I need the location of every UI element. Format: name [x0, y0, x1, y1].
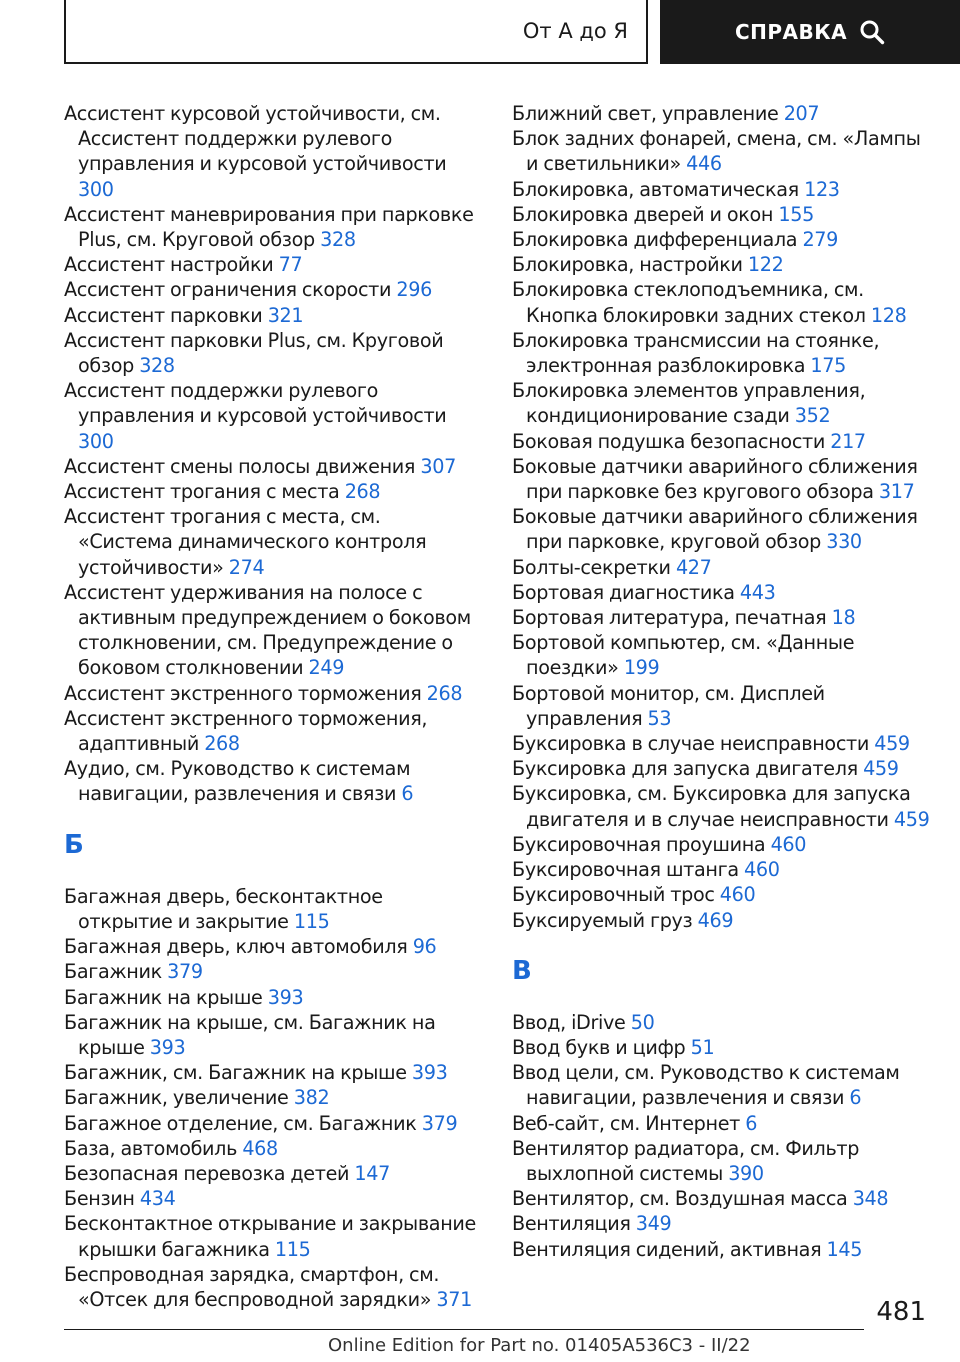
index-entry	[64, 1111, 480, 1136]
page-link[interactable]: 379	[421, 1111, 458, 1135]
index-entry-text: Блокировка, автоматическая	[512, 177, 799, 201]
index-entry	[64, 479, 480, 504]
index-entry	[512, 1186, 930, 1211]
index-entry-text: Багажник на крыше, см. Багажник на крыше	[64, 1010, 436, 1059]
index-entry	[512, 555, 930, 580]
page-link[interactable]: 122	[747, 253, 784, 277]
index-entry-text: Блокировка, настройки	[512, 253, 743, 277]
index-entry-text: Вентилятор, см. Воздушная масса	[512, 1187, 848, 1211]
index-entry-text: Багажник	[64, 960, 162, 984]
index-entry	[64, 454, 480, 479]
page-link[interactable]: 393	[411, 1061, 448, 1085]
page-link[interactable]: 328	[320, 228, 356, 252]
index-entry-text: Ассистент смены полосы движения	[64, 454, 416, 478]
index-entry	[512, 731, 930, 756]
page-link[interactable]: 446	[686, 152, 722, 176]
page-link[interactable]: 268	[344, 480, 381, 504]
index-entry	[64, 504, 480, 580]
section-letter: В	[512, 955, 532, 986]
page-link[interactable]: 207	[783, 102, 820, 125]
page-link[interactable]: 300	[78, 429, 114, 453]
index-entry-text: Буксировочный трос	[512, 883, 715, 907]
page-link[interactable]: 427	[675, 555, 712, 579]
index-entry-text: Боковая подушка безопасности	[512, 429, 825, 453]
index-entry-text: Багажное отделение, см. Багажник	[64, 1111, 417, 1135]
page-link[interactable]: 199	[623, 656, 660, 680]
index-entry-text: Бортовая литература, печатная	[512, 606, 827, 630]
page-link[interactable]: 296	[396, 278, 432, 302]
page-link[interactable]: 390	[728, 1161, 764, 1185]
index-entry	[64, 1211, 480, 1261]
index-entry-text: Ввод, iDrive	[512, 1010, 626, 1034]
page-link[interactable]: 460	[744, 858, 780, 882]
page-link[interactable]: 147	[354, 1161, 390, 1185]
index-entry	[64, 1085, 480, 1110]
index-entry-text: Блокировка стеклоподъемника, см. Кнопка блокировки задних стекол	[512, 278, 866, 327]
index-entry-text: Буксировочная штанга	[512, 858, 739, 882]
index-entry	[64, 1010, 480, 1060]
index-entry	[512, 781, 930, 831]
index-entry-text: Вентиляция сидений, активная	[512, 1237, 822, 1261]
page-link[interactable]: 469	[697, 908, 734, 932]
page-link[interactable]: 274	[228, 555, 265, 579]
index-entry-text: Бортовая диагностика	[512, 580, 735, 604]
index-entry-text: Буксировочная проушина	[512, 832, 766, 856]
page-link[interactable]: 51	[690, 1035, 715, 1059]
index-entry-text: Безопасная перевозка детей	[64, 1161, 350, 1185]
index-entry	[512, 1237, 930, 1262]
index-entry	[64, 934, 480, 959]
index-entry-text: Вентиляция	[512, 1212, 631, 1236]
index-entry	[64, 756, 480, 806]
index-entry	[64, 277, 480, 302]
index-entry-text: Багажник, увеличение	[64, 1086, 289, 1110]
search-icon	[859, 19, 885, 45]
index-entry	[64, 959, 480, 984]
page-link[interactable]: 6	[745, 1111, 758, 1135]
page-link[interactable]: 217	[830, 429, 866, 453]
page-link[interactable]: 115	[274, 1237, 311, 1261]
page-link[interactable]: 459	[874, 732, 910, 756]
page-link[interactable]: 96	[412, 935, 437, 959]
index-entry	[64, 252, 480, 277]
index-entry	[64, 1186, 480, 1211]
page-link[interactable]: 460	[770, 832, 807, 856]
index-entry-text: Блокировка дверей и окон	[512, 202, 774, 226]
index-entry	[512, 504, 930, 554]
page-link[interactable]: 307	[420, 454, 456, 478]
page-link[interactable]: 300	[78, 177, 114, 201]
index-entry	[64, 706, 480, 756]
index-entry-text: Ассистент экстренного торможения, адаптивный	[64, 706, 428, 756]
index-entry	[512, 101, 930, 126]
page-link[interactable]: 459	[893, 807, 930, 831]
page-link[interactable]: 330	[826, 530, 862, 554]
index-entry-text: Бортовой компьютер, см. «Данные поездки»	[512, 631, 855, 680]
index-entry	[64, 1060, 480, 1085]
page-link[interactable]: 50	[630, 1010, 655, 1034]
index-entry	[64, 1161, 480, 1186]
page-link[interactable]: 371	[436, 1287, 472, 1311]
index-entry	[512, 630, 930, 680]
index-entry	[64, 681, 480, 706]
index-entry-text: Ввод цели, см. Руководство к системам навигации, развлечения и связи	[512, 1061, 900, 1110]
index-entry	[512, 202, 930, 227]
page-link[interactable]: 145	[826, 1237, 863, 1261]
index-entry-text: Аудио, см. Руководство к системам навигации, развлечения и связи	[64, 757, 411, 806]
index-entry-text: Боковые датчики аварийного сближения при парковке, круговой обзор	[512, 505, 918, 554]
tab-a-to-z-label: От А до Я	[522, 19, 628, 43]
index-entry-text: Ассистент ограничения скорости	[64, 278, 392, 302]
page-link[interactable]: 321	[267, 303, 304, 327]
page-link[interactable]: 382	[293, 1086, 330, 1110]
index-entry	[512, 126, 930, 176]
index-entry	[512, 908, 930, 933]
index-entry-text: Веб-сайт, см. Интернет	[512, 1111, 740, 1135]
index-entry	[512, 1111, 930, 1136]
page-link[interactable]: 128	[870, 303, 907, 327]
page-link[interactable]: 434	[139, 1187, 176, 1211]
page-link[interactable]: 115	[293, 909, 330, 933]
page-link[interactable]: 268	[426, 681, 463, 705]
index-column-left	[64, 101, 480, 1312]
page-link[interactable]: 393	[149, 1035, 186, 1059]
index-entry-text: Блокировка трансмиссии на стоянке, электронная разблокировка	[512, 328, 880, 378]
index-entry-text: Ассистент настройки	[64, 253, 274, 277]
page-link[interactable]: 379	[167, 960, 203, 984]
index-entry	[512, 1211, 930, 1236]
index-entry-text: Блокировка дифференциала	[512, 228, 798, 252]
index-entry-text: Ассистент парковки	[64, 303, 263, 327]
tab-help[interactable]	[660, 0, 960, 64]
page-link[interactable]: 6	[401, 782, 414, 806]
page-link[interactable]: 123	[804, 177, 840, 201]
edition-note: Online Edition for Part no. 01405A536C3 - II/22	[328, 1335, 751, 1356]
page-link[interactable]: 328	[139, 354, 175, 378]
section-letter: Б	[64, 829, 84, 860]
index-entry-text: Бензин	[64, 1187, 135, 1211]
index-entry-text: Багажник, см. Багажник на крыше	[64, 1061, 407, 1085]
page-link[interactable]: 468	[242, 1136, 278, 1160]
page-link[interactable]: 393	[267, 985, 304, 1009]
index-entry-text: Вентилятор радиатора, см. Фильтр выхлопной системы	[512, 1136, 860, 1185]
index-entry-text: Ассистент поддержки рулевого управления и курсовой устойчивости	[64, 379, 447, 428]
index-entry-text: Ассистент курсовой устойчивости, см. Ассистент поддержки рулевого управления и курсовой устойчивости	[64, 102, 447, 176]
index-entry-text: Ассистент маневрирования при парковке Plus, см. Круговой обзор	[64, 202, 474, 252]
index-entry-text: Буксировка в случае неисправности	[512, 732, 869, 756]
index-entry	[512, 328, 930, 378]
page-link[interactable]: 18	[831, 606, 856, 630]
index-entry	[64, 101, 480, 202]
index-entry-text: Ассистент удерживания на полосе с активным предупреждением о боковом столкновении, см. Предупреждение о боковом столкновении	[64, 580, 471, 680]
index-entry	[512, 429, 930, 454]
index-entry-text: Ближний свет, управление	[512, 102, 779, 125]
tab-a-to-z[interactable]	[64, 0, 648, 64]
index-entry-text: Буксировка для запуска двигателя	[512, 757, 858, 781]
page-link[interactable]: 348	[852, 1187, 889, 1211]
index-entry-text: Ассистент экстренного торможения	[64, 681, 422, 705]
page-link[interactable]: 352	[794, 404, 831, 428]
index-entry-text: Блок задних фонарей, смена, см. «Лампы и светильники»	[512, 127, 921, 176]
index-entry	[512, 227, 930, 252]
page-link[interactable]: 77	[278, 253, 303, 277]
index-entry-text: Багажник на крыше	[64, 985, 263, 1009]
index-entry	[512, 681, 930, 731]
page-link[interactable]: 279	[802, 228, 839, 252]
index-entry-text: Багажная дверь, бесконтактное открытие и закрытие	[64, 884, 383, 933]
index-entry	[512, 1060, 930, 1110]
index-entry-text: Буксируемый груз	[512, 908, 693, 932]
index-entry	[64, 378, 480, 454]
index-entry-text: Бесконтактное открывание и закрывание крышки багажника	[64, 1212, 476, 1261]
index-entry-text: Ассистент трогания с места, см. «Система динамического контроля устойчивости»	[64, 505, 427, 579]
page-link[interactable]: 268	[204, 732, 240, 756]
index-entry	[512, 580, 930, 605]
page-link[interactable]: 460	[719, 883, 756, 907]
index-entry	[512, 454, 930, 504]
index-entry	[512, 605, 930, 630]
index-entry	[512, 882, 930, 907]
page-link[interactable]: 53	[647, 706, 672, 730]
page-link[interactable]: 155	[778, 202, 814, 226]
page-link[interactable]: 317	[878, 480, 915, 504]
page-link[interactable]: 459	[863, 757, 899, 781]
index-entry	[64, 328, 480, 378]
page-number: 481	[876, 1297, 926, 1327]
index-entry	[512, 756, 930, 781]
index-entry	[512, 177, 930, 202]
index-entry-text: Буксировка, см. Буксировка для запуска двигателя и в случае неисправности	[512, 782, 911, 831]
index-entry	[512, 378, 930, 428]
index-entry-text: Бортовой монитор, см. Дисплей управления	[512, 681, 825, 730]
index-entry-text: Ассистент трогания с места	[64, 480, 340, 504]
index-entry-text: База, автомобиль	[64, 1136, 238, 1160]
page-link[interactable]: 249	[308, 656, 345, 680]
index-entry	[512, 857, 930, 882]
index-entry	[64, 202, 480, 252]
index-entry	[512, 277, 930, 327]
footer-divider	[64, 1329, 864, 1330]
index-entry-text: Болты-секретки	[512, 555, 671, 579]
tab-help-label: СПРАВКА	[734, 20, 848, 44]
page-link[interactable]: 349	[635, 1212, 672, 1236]
index-entry	[512, 1035, 930, 1060]
index-entry	[64, 303, 480, 328]
index-entry	[64, 884, 480, 934]
index-entry-text: Боковые датчики аварийного сближения при парковке без кругового обзора	[512, 454, 918, 504]
index-entry-text: Беспроводная зарядка, смартфон, см. «Отсек для беспроводной зарядки»	[64, 1262, 440, 1311]
page-link[interactable]: 6	[849, 1086, 862, 1110]
index-entry	[512, 1136, 930, 1186]
index-entry	[64, 580, 480, 681]
index-entry	[64, 1262, 480, 1312]
page-link[interactable]: 443	[739, 580, 776, 604]
index-entry-text: Ввод букв и цифр	[512, 1035, 686, 1059]
index-entry	[512, 1010, 930, 1035]
index-column-right	[512, 101, 930, 1262]
index-entry-text: Блокировка элементов управления, кондиционирование сзади	[512, 379, 866, 428]
index-entry	[512, 832, 930, 857]
index-entry-text: Багажная дверь, ключ автомобиля	[64, 935, 408, 959]
page-link[interactable]: 175	[810, 354, 846, 378]
index-entry	[64, 1136, 480, 1161]
index-entry	[64, 985, 480, 1010]
index-entry	[512, 252, 930, 277]
index-entry-text: Ассистент парковки Plus, см. Круговой обзор	[64, 328, 444, 378]
